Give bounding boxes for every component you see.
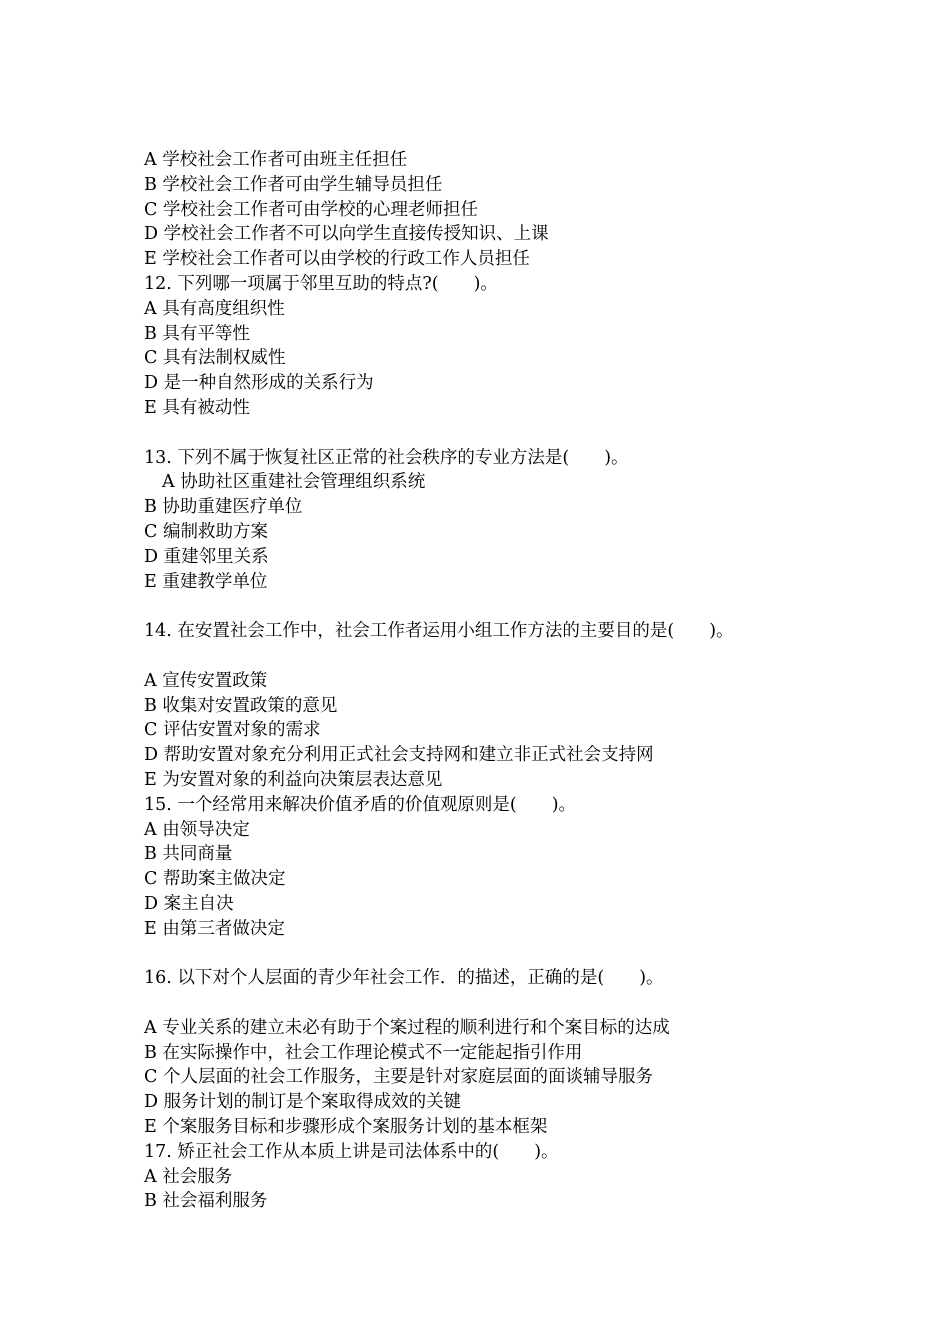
option-text: A 宣传安置政策: [144, 670, 268, 691]
option-text: D 服务计划的制订是个案取得成效的关键: [144, 1092, 462, 1113]
document-page: [144, 148, 904, 1214]
option-text: C 评估安置对象的需求: [144, 720, 321, 741]
option-text: D 帮助安置对象充分利用正式社会支持网和建立非正式社会支持网: [144, 745, 654, 766]
blank-line: [144, 644, 904, 669]
option-text: C 编制救助方案: [144, 521, 268, 542]
option-text: D 是一种自然形成的关系行为: [144, 373, 374, 394]
blank-line: [144, 942, 904, 967]
option-text: E 具有被动性: [144, 397, 250, 418]
option-text: B 协助重建医疗单位: [144, 497, 303, 518]
option-text: A 社会服务: [144, 1166, 233, 1187]
option-text: E 学校社会工作者可以由学校的行政工作人员担任: [144, 249, 530, 270]
option-text: D 案主自决: [144, 893, 234, 914]
option-text: C 具有法制权威性: [144, 348, 286, 369]
option-text: A 协助社区重建社会管理组织系统: [162, 472, 426, 493]
blank-line: [144, 594, 904, 619]
option-text: D 重建邻里关系: [144, 546, 269, 567]
option-text: C 帮助案主做决定: [144, 869, 286, 890]
question-text: 14. 在安置社会工作中，社会工作者运用小组工作方法的主要目的是( )。: [144, 621, 734, 642]
option-text: C 学校社会工作者可由学校的心理老师担任: [144, 199, 478, 220]
option-text: A 学校社会工作者可由班主任担任: [144, 150, 408, 170]
option-text: A 专业关系的建立未必有助于个案过程的顺利进行和个案目标的达成: [144, 1017, 670, 1038]
option-text: A 具有高度组织性: [144, 298, 285, 319]
question-text: 15. 一个经常用来解决价值矛盾的价值观原则是( )。: [144, 794, 577, 815]
question-text: 16. 以下对个人层面的青少年社会工作．的描述，正确的是( )。: [144, 968, 664, 989]
option-text: E 由第三者做决定: [144, 918, 285, 939]
question-text: 12. 下列哪一项属于邻里互助的特点?( )。: [144, 273, 498, 294]
question-text: 17. 矫正社会工作从本质上讲是司法体系中的( )。: [144, 1141, 559, 1162]
option-text: E 个案服务目标和步骤形成个案服务计划的基本框架: [144, 1117, 548, 1138]
option-text: C 个人层面的社会工作服务，主要是针对家庭层面的面谈辅导服务: [144, 1067, 653, 1088]
option-text: E 为安置对象的利益向决策层表达意见: [144, 769, 443, 790]
option-text: B 具有平等性: [144, 323, 250, 344]
option-text: B 在实际操作中，社会工作理论模式不一定能起指引作用: [144, 1042, 583, 1063]
blank-line: [144, 991, 904, 1016]
option-text: E 重建教学单位: [144, 571, 268, 592]
question-text: 13. 下列不属于恢复社区正常的社会秩序的专业方法是( )。: [144, 447, 629, 468]
option-text: B 社会福利服务: [144, 1191, 268, 1212]
option-text: B 收集对安置政策的意见: [144, 695, 338, 716]
blank-line: [144, 421, 904, 446]
option-text: B 共同商量: [144, 844, 233, 865]
option-text: D 学校社会工作者不可以向学生直接传授知识、上课: [144, 224, 549, 245]
option-text: B 学校社会工作者可由学生辅导员担任: [144, 174, 443, 195]
option-text: A 由领导决定: [144, 819, 250, 840]
